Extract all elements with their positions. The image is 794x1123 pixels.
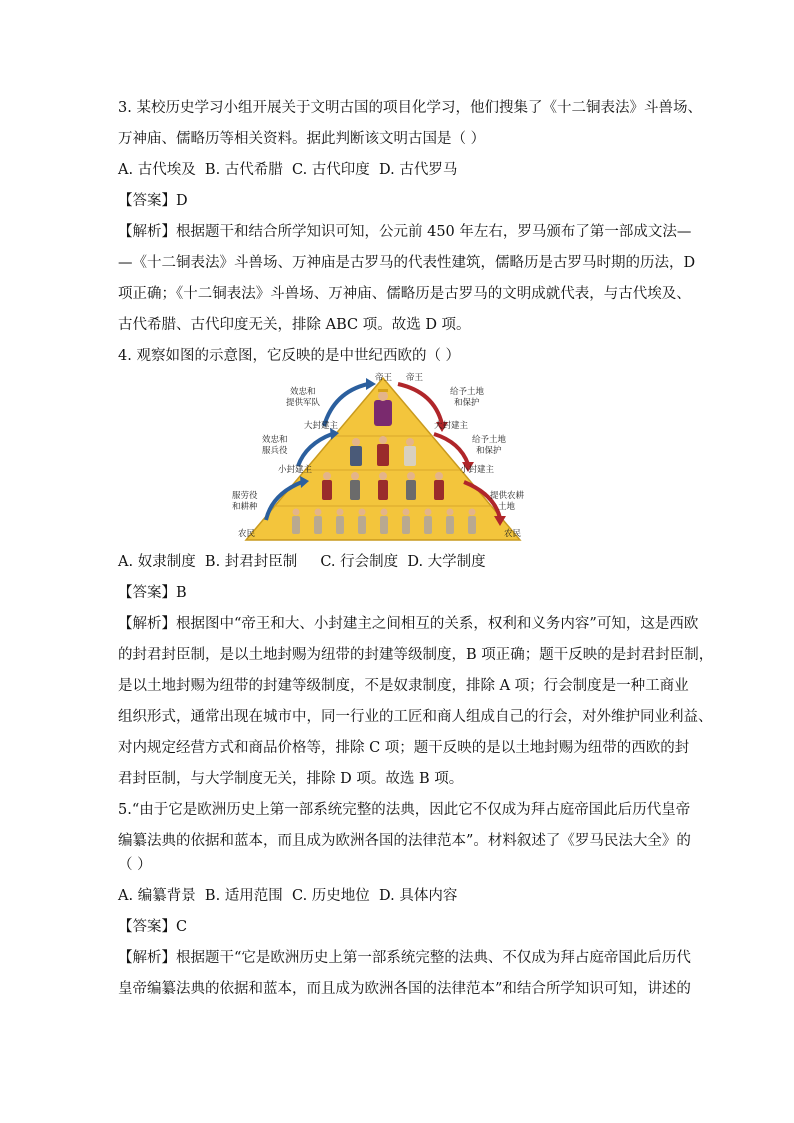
analysis-tag: 【解析】: [118, 616, 176, 632]
label-left-3b: 和耕种: [232, 502, 258, 512]
label-left-peasant: 农民: [238, 529, 256, 539]
label-right-peasant: 农民: [504, 529, 522, 539]
label-left-1a: 效忠和: [290, 387, 316, 397]
analysis-tag: 【解析】: [118, 224, 176, 240]
label-left-3a: 服劳役: [232, 491, 258, 501]
answer-tag: 【答案】: [118, 193, 176, 209]
analysis-text: 根据图中“帝王和大、小封建主之间相互的关系，权利和义务内容”可知，这是西欧: [176, 616, 699, 632]
q3-analysis-line-2: —《十二铜表法》斗兽场、万神庙是古罗马的代表性建筑，儒略历是古罗马时期的历法，D: [118, 255, 696, 271]
q5-stem-line-1: 5.“由于它是欧洲历史上第一部系统完整的法典，因此它不仅成为拜占庭帝国此后历代皇帝: [118, 802, 691, 818]
q3-answer: [118, 191, 688, 211]
answer-value: C: [176, 919, 188, 935]
q4-options: A. 奴隶制度 B. 封君封臣制 C. 行会制度 D. 大学制度: [118, 554, 486, 570]
analysis-tag: 【解析】: [118, 950, 176, 966]
label-right-3a: 提供农耕: [490, 491, 525, 501]
label-right-1a: 给予土地: [450, 387, 485, 397]
label-left-2b: 服兵役: [262, 446, 288, 456]
q3-analysis-line-4: 古代希腊、古代印度无关，排除 ABC 项。故选 D 项。: [118, 317, 471, 333]
q4-analysis-line-1: [118, 614, 699, 634]
peasant-figures: [292, 509, 476, 535]
answer-value: B: [176, 585, 187, 601]
label-left-great-lord: 大封建主: [304, 421, 339, 431]
label-right-2a: 给予土地: [472, 435, 507, 445]
label-right-1b: 和保护: [454, 398, 480, 408]
q4-analysis-line-2: 的封君封臣制，是以土地封赐为纽带的封建等级制度，B 项正确；题干反映的是封君封臣制，: [118, 647, 714, 663]
q3-stem-line-2: 万神庙、儒略历等相关资料。据此判断该文明古国是（ ）: [118, 131, 486, 147]
label-left-2a: 效忠和: [262, 435, 288, 445]
label-right-king: 帝王: [406, 373, 424, 383]
q5-options: A. 编纂背景 B. 适用范围 C. 历史地位 D. 具体内容: [118, 888, 458, 904]
q4-stem-line-1: 4. 观察如图的示意图，它反映的是中世纪西欧的（ ）: [118, 348, 461, 364]
analysis-text: 根据题干和结合所学知识可知，公元前 450 年左右，罗马颁布了第一部成文法—: [176, 224, 692, 240]
answer-tag: 【答案】: [118, 919, 176, 935]
feudal-pyramid-figure: [228, 370, 538, 546]
q4-analysis-line-5: 对内规定经营方式和商品价格等，排除 C 项；题干反映的是以土地封赐为纽带的西欧的封: [118, 740, 690, 756]
document-page: [118, 98, 714, 999]
label-left-1b: 提供军队: [286, 398, 321, 408]
q4-answer: [118, 583, 688, 603]
q3-options: A. 古代埃及 B. 古代希腊 C. 古代印度 D. 古代罗马: [118, 162, 458, 178]
analysis-text: 根据题干“它是欧洲历史上第一部系统完整的法典、不仅成为拜占庭帝国此后历代: [176, 950, 691, 966]
label-right-3b: 土地: [498, 502, 516, 512]
q3-analysis-line-3: 项正确；《十二铜表法》斗兽场、万神庙、儒略历是古罗马的文明成就代表，与古代埃及、: [118, 286, 691, 302]
q3-stem-line-1: 3. 某校历史学习小组开展关于文明古国的项目化学习，他们搜集了《十二铜表法》斗兽场、: [118, 100, 702, 116]
q4-analysis-line-6: 君封臣制，与大学制度无关，排除 D 项。故选 B 项。: [118, 771, 464, 787]
label-left-lesser-lord: 小封建主: [278, 465, 313, 475]
q5-answer: [118, 917, 688, 937]
q4-analysis-line-3: 是以土地封赐为纽带的封建等级制度，不是奴隶制度，排除 A 项；行会制度是一种工商业: [118, 678, 689, 694]
label-right-2b: 和保护: [476, 446, 502, 456]
label-top-king: 帝王: [375, 373, 393, 383]
q3-analysis-line-1: [118, 222, 692, 242]
answer-tag: 【答案】: [118, 585, 176, 601]
q5-stem-line-2: 编纂法典的依据和蓝本，而且成为欧洲各国的法律范本”。材料叙述了《罗马民法大全》的: [118, 833, 691, 849]
q5-analysis-line-2: 皇帝编纂法典的依据和蓝本，而且成为欧洲各国的法律范本”和结合所学知识可知，讲述的: [118, 981, 691, 997]
pyramid-diagram: [228, 370, 538, 546]
q5-stem-line-3: （ ）: [118, 857, 152, 873]
label-right-lesser-lord: 小封建主: [460, 465, 495, 475]
q4-analysis-line-4: 组织形式，通常出现在城市中，同一行业的工匠和商人组成自己的行会，对外维护同业利益、: [118, 709, 713, 725]
q5-analysis-line-1: [118, 948, 691, 968]
answer-value: D: [176, 193, 188, 209]
label-right-great-lord: 大封建主: [434, 421, 469, 431]
